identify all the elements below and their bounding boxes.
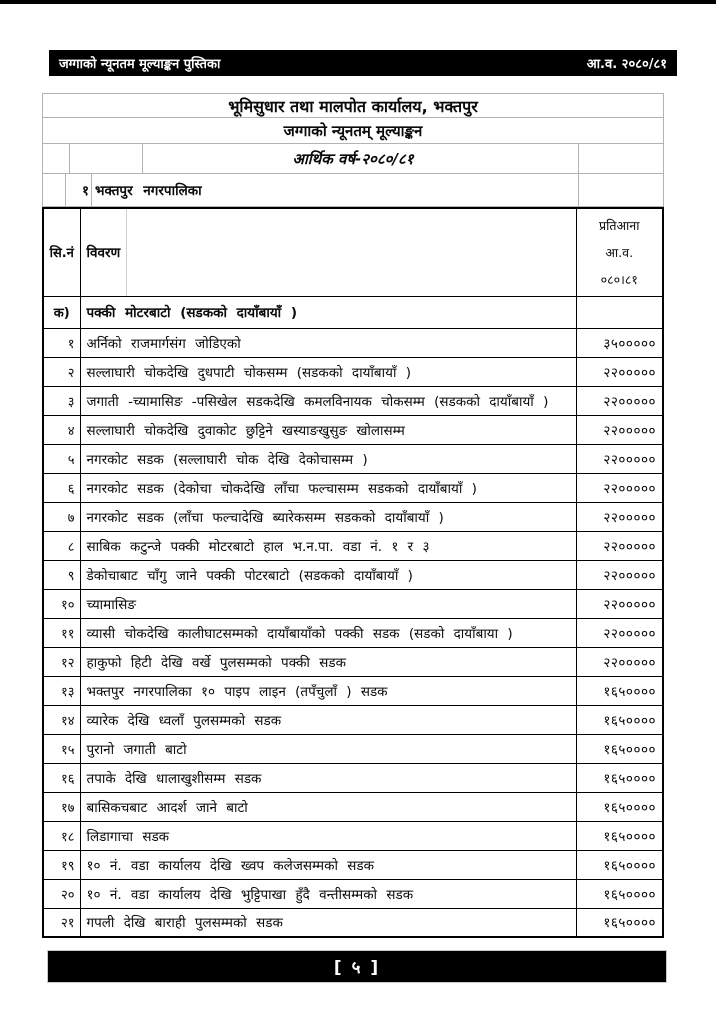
row-description: नगरकोट सडक (सल्लाघारी चोक देखि देकोचासम्म ) — [80, 444, 576, 473]
row-serial: १ — [43, 328, 80, 357]
row-serial: ८ — [43, 531, 80, 560]
section-label: पक्की मोटरबाटो (सडकको दायाँबायाँ ) — [80, 296, 576, 328]
section-rate-empty — [576, 296, 663, 328]
grid-line — [69, 144, 70, 173]
row-description: साबिक कटुन्जे पक्की मोटरबाटो हाल भ.न.पा. वडा नं. १ र ३ — [80, 531, 576, 560]
row-serial: १९ — [43, 850, 80, 879]
fiscal-year-title: आर्थिक वर्ष-२०८०/८१ — [292, 149, 414, 168]
row-description: तपाके देखि धालाखुशीसम्म सडक — [80, 763, 576, 792]
row-description: डेकोचाबाट चाँगु जाने पक्की पोटरबाटो (सडकको दायाँबायाँ ) — [80, 560, 576, 589]
column-header-rate — [576, 208, 663, 296]
row-rate: १६५०००० — [576, 734, 663, 763]
row-rate: १६५०००० — [576, 850, 663, 879]
table-body — [43, 296, 663, 937]
row-description: १० नं. वडा कार्यालय देखि ख्वप कलेजसम्मको सडक — [80, 850, 576, 879]
row-rate: २२००००० — [576, 473, 663, 502]
row-description: व्यासी चोकदेखि कालीघाटसम्मको दायाँबायाँको पक्की सडक (सडको दायाँबाया ) — [80, 618, 576, 647]
table-row — [43, 821, 663, 850]
table-row — [43, 676, 663, 705]
grid-line — [142, 144, 143, 173]
column-header-description — [80, 208, 576, 296]
row-serial: १६ — [43, 763, 80, 792]
row-rate: १६५०००० — [576, 705, 663, 734]
header-fiscal-year: आ.व. २०८०/८१ — [586, 57, 667, 72]
row-rate: १६५०००० — [576, 676, 663, 705]
row-description: भक्तपुर नगरपालिका १० पाइप लाइन (तपँचुलाँ ) सडक — [80, 676, 576, 705]
row-description: व्यारेक देखि ध्वलाँ पुलसम्मको सडक — [80, 705, 576, 734]
column-header-serial: सि.नं — [43, 208, 80, 296]
row-description: सल्लाघारी चोकदेखि दुधपाटी चोकसम्म (सडकको दायाँबायाँ ) — [80, 357, 576, 386]
row-rate: २२००००० — [576, 444, 663, 473]
office-title: भूमिसुधार तथा मालपोत कार्यालय, भक्तपुर — [228, 96, 478, 116]
document-title-row — [43, 118, 663, 144]
grid-line — [578, 174, 579, 206]
table-title-block — [42, 93, 664, 207]
row-serial: ४ — [43, 415, 80, 444]
row-rate: २२००००० — [576, 647, 663, 676]
table-row — [43, 473, 663, 502]
table-row — [43, 850, 663, 879]
row-description: हाकुफो हिटी देखि वर्खे पुलसम्मको पक्की सडक — [80, 647, 576, 676]
row-serial: २० — [43, 879, 80, 908]
row-serial: २ — [43, 357, 80, 386]
row-serial: १७ — [43, 792, 80, 821]
row-rate: २२००००० — [576, 531, 663, 560]
municipality-serial: १ — [81, 183, 89, 199]
section-header-row — [43, 296, 663, 328]
table-row — [43, 879, 663, 908]
rate-header-line-2: आ.व. — [605, 244, 634, 260]
table-row — [43, 618, 663, 647]
municipality-row — [43, 174, 663, 206]
header-booklet-title: जग्गाको न्यूनतम मूल्याङ्कन पुस्तिका — [59, 57, 221, 72]
document-title: जग्गाको न्यूनतम् मूल्याङ्कन — [283, 121, 423, 140]
row-serial: १२ — [43, 647, 80, 676]
row-description: नगरकोट सडक (देकोचा चोकदेखि लाँचा फल्चासम्म सडकको दायाँबायाँ ) — [80, 473, 576, 502]
row-serial: ६ — [43, 473, 80, 502]
row-description: बासिकचबाट आदर्श जाने बाटो — [80, 792, 576, 821]
row-serial: १३ — [43, 676, 80, 705]
municipality-name: भक्तपुर नगरपालिका — [95, 183, 202, 199]
row-rate: २२००००० — [576, 589, 663, 618]
row-rate: २२००००० — [576, 618, 663, 647]
table-row — [43, 908, 663, 937]
row-rate: २२००००० — [576, 560, 663, 589]
table-row — [43, 560, 663, 589]
section-serial: क) — [43, 296, 80, 328]
row-rate: २२००००० — [576, 386, 663, 415]
row-description: अर्निको राजमार्गसंग जोडिएको — [80, 328, 576, 357]
table-row — [43, 589, 663, 618]
table-row — [43, 705, 663, 734]
row-rate: १६५०००० — [576, 908, 663, 937]
row-rate: १६५०००० — [576, 821, 663, 850]
row-rate: १६५०००० — [576, 763, 663, 792]
table-row — [43, 502, 663, 531]
row-rate: ३५००००० — [576, 328, 663, 357]
grid-line — [91, 174, 92, 206]
row-description: १० नं. वडा कार्यालय देखि भुट्टिपाखा हुँदै वन्तीसम्मको सडक — [80, 879, 576, 908]
fiscal-year-row — [43, 144, 663, 174]
table-row — [43, 415, 663, 444]
page-footer-bar — [48, 951, 666, 982]
row-description: सल्लाघारी चोकदेखि दुवाकोट छुट्टिने खस्याङखुसुङ खोलासम्म — [80, 415, 576, 444]
row-serial: ५ — [43, 444, 80, 473]
office-title-row — [43, 94, 663, 118]
valuation-table — [42, 207, 664, 938]
row-serial: ३ — [43, 386, 80, 415]
row-serial: १८ — [43, 821, 80, 850]
row-rate: २२००००० — [576, 415, 663, 444]
table-row — [43, 328, 663, 357]
table-row — [43, 792, 663, 821]
row-description: लिडागाचा सडक — [80, 821, 576, 850]
table-row — [43, 531, 663, 560]
row-description: पुरानो जगाती बाटो — [80, 734, 576, 763]
table-header-row — [43, 208, 663, 296]
row-rate: १६५०००० — [576, 792, 663, 821]
row-serial: १४ — [43, 705, 80, 734]
row-serial: ९ — [43, 560, 80, 589]
row-description: जगाती -च्यामासिङ -पसिखेल सडकदेखि कमलविनायक चोकसम्म (सडकको दायाँबायाँ ) — [80, 386, 576, 415]
table-row — [43, 763, 663, 792]
row-serial: ११ — [43, 618, 80, 647]
row-rate: २२००००० — [576, 357, 663, 386]
page-number: [ ५ ] — [333, 958, 381, 978]
table-row — [43, 357, 663, 386]
row-serial: १५ — [43, 734, 80, 763]
row-description: नगरकोट सडक (लाँचा फल्चादेखि ब्यारेकसम्म सडकको दायाँबायाँ ) — [80, 502, 576, 531]
rate-header-line-1: प्रतिआना — [599, 217, 640, 233]
column-header-description-label: विवरण — [86, 245, 121, 262]
row-description: गपली देखि बाराही पुलसम्मको सडक — [80, 908, 576, 937]
grid-line — [126, 209, 127, 296]
document-header-bar — [49, 50, 677, 76]
row-rate: १६५०००० — [576, 879, 663, 908]
row-serial: १० — [43, 589, 80, 618]
table-row — [43, 444, 663, 473]
table-row — [43, 386, 663, 415]
grid-line — [65, 174, 66, 206]
grid-line — [578, 144, 579, 173]
rate-header-line-3: ०८०।८१ — [600, 271, 638, 287]
page-top-strip — [0, 0, 716, 4]
row-rate: २२००००० — [576, 502, 663, 531]
row-serial: २१ — [43, 908, 80, 937]
row-description: च्यामासिङ — [80, 589, 576, 618]
row-serial: ७ — [43, 502, 80, 531]
table-row — [43, 734, 663, 763]
table-row — [43, 647, 663, 676]
